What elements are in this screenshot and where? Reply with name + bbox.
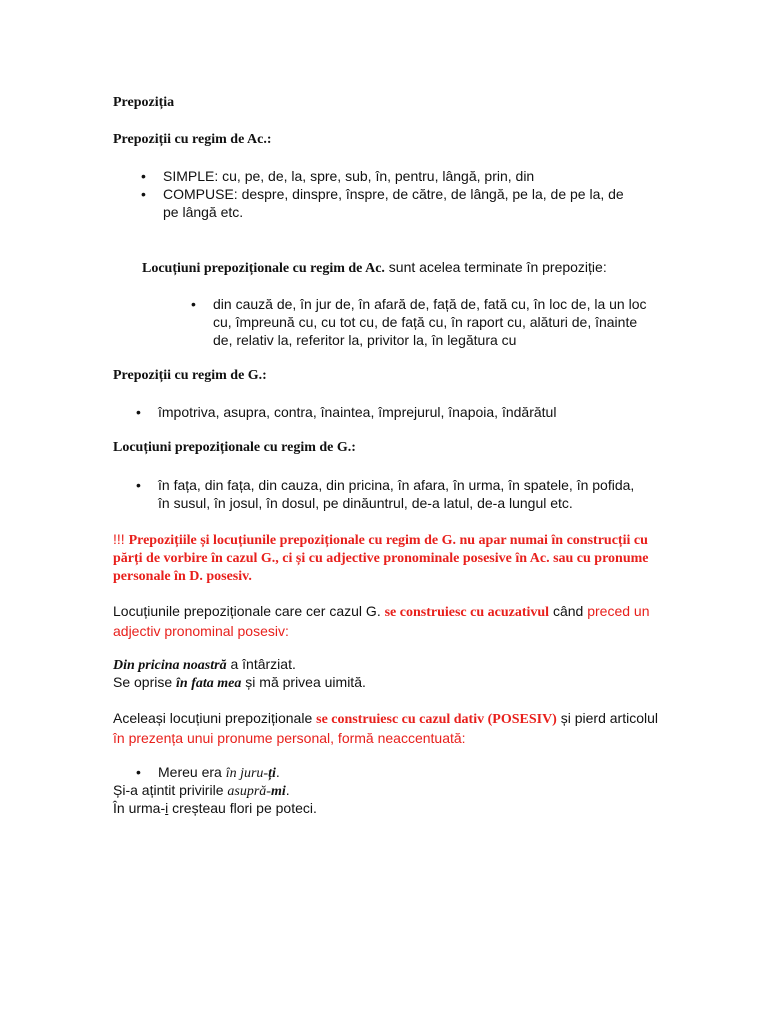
p1-text-c: când	[549, 603, 588, 619]
gen-loc-item: în fața, din fața, din cauza, din pricina, în afara, în urma, în spatele, în pofida, în susul, în josul, în dosul, pe dinăuntrul, de-a latul, de-a lungul etc.	[158, 477, 635, 511]
gen-loc-heading: Locuțiuni prepoziționale cu regim de G.:	[113, 440, 356, 455]
ex4-start: Și-a ațintit privirile	[113, 782, 228, 798]
bullet-icon: •	[136, 764, 141, 780]
dativ-examples	[136, 763, 638, 783]
gen-loc-list	[136, 476, 648, 512]
ex4-pronoun: mi	[270, 784, 286, 799]
ex3-start: Mereu era	[158, 764, 226, 780]
ex3-emph: în juru-	[225, 766, 269, 781]
list-item	[141, 185, 633, 221]
ex5-start: În urma-	[113, 800, 166, 816]
acc-heading: Prepoziții cu regim de Ac.:	[113, 132, 272, 147]
page-title: Prepoziția	[113, 95, 175, 110]
acc-list	[141, 167, 633, 221]
ex3-pronoun: ți	[268, 766, 276, 781]
p2-text-d: în prezența unui pronume personal, formă neaccentuată:	[113, 730, 466, 746]
ex5-rest: creșteau flori pe poteci.	[168, 800, 317, 816]
bullet-icon: •	[141, 168, 146, 184]
ex1-emph: Din pricina noastră	[113, 658, 227, 673]
acc-loc-heading: Locuțiuni prepoziționale cu regim de Ac.	[142, 261, 385, 276]
example-2	[113, 673, 653, 693]
list-item	[141, 167, 633, 185]
list-item	[136, 763, 638, 783]
warning-marks: !!!	[113, 531, 129, 547]
bullet-icon: •	[136, 404, 141, 420]
gen-heading: Prepoziții cu regim de G.:	[113, 368, 267, 383]
paragraph-genitive-acc	[113, 602, 658, 640]
ex1-rest: a întârziat.	[226, 656, 296, 672]
p2-text-a: Aceleași locuțiuni prepoziționale	[113, 710, 317, 726]
ex4-emph: asupră-	[227, 784, 271, 799]
warning-note	[113, 530, 653, 586]
list-item	[136, 403, 638, 421]
acc-item-compuse: COMPUSE: despre, dinspre, înspre, de către, de lângă, pe la, de pe la, de pe lângă etc.	[163, 186, 624, 220]
ex3-end: .	[275, 764, 280, 780]
acc-loc-item: din cauză de, în jur de, în afară de, față de, fată cu, în loc de, la un loc cu, împreună cu, cu tot cu, de față cu, în raport cu, alături de, înainte de, relativ la, referitor la, privitor la, în legătura cu	[213, 296, 647, 348]
paragraph-dativ	[113, 709, 658, 747]
acc-loc-heading-line	[142, 258, 662, 278]
bullet-icon: •	[141, 186, 146, 202]
p1-text-d: preced un adjectiv pronominal posesiv:	[113, 603, 650, 639]
gen-item: împotriva, asupra, contra, înaintea, împrejurul, înapoia, îndărătul	[158, 404, 557, 420]
acc-loc-heading-rest: sunt acelea terminate în prepoziție:	[384, 259, 607, 275]
acc-item-simple: SIMPLE: cu, pe, de, la, spre, sub, în, pentru, lângă, prin, din	[163, 168, 535, 184]
list-item	[191, 295, 658, 349]
gen-list	[136, 403, 638, 421]
p1-text-a: Locuțiunile prepoziționale care cer cazul G.	[113, 603, 385, 619]
p2-text-b: se construiesc cu cazul dativ (POSESIV)	[316, 712, 557, 727]
ex5-pronoun: i	[165, 800, 169, 816]
list-item	[136, 476, 648, 512]
bullet-icon: •	[191, 296, 196, 312]
warning-text: Prepozițiile și locuțiunile prepoziționale cu regim de G. nu apar numai în construcții cu părți de vorbire în cazul G., ci și cu adjective pronominale posesive în Ac. sau cu pronume personale în D. posesiv.	[113, 533, 649, 584]
bullet-icon: •	[136, 477, 141, 493]
ex2-start: Se oprise	[113, 674, 177, 690]
acc-loc-list	[191, 295, 658, 349]
example-4	[113, 781, 653, 801]
example-1	[113, 655, 653, 675]
ex4-end: .	[285, 782, 290, 798]
p1-text-b: se construiesc cu acuzativul	[384, 605, 550, 620]
ex2-rest: și mă privea uimită.	[241, 674, 366, 690]
example-5	[113, 799, 653, 817]
p2-text-c: și pierd articolul	[556, 710, 658, 726]
ex2-emph: în fata mea	[176, 676, 242, 691]
